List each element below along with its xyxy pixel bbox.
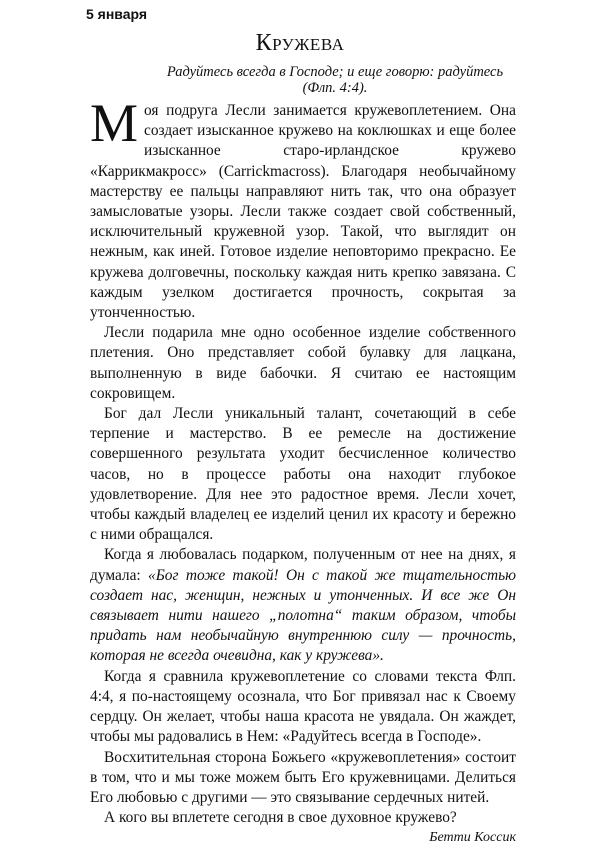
paragraph: Бог дал Лесли уникальный талант, сочетающий в себе терпение и мастерство. В ее ремесле на достижение совершенного результата уходит бесчисленное количество часов, но в процессе работы она находит глубокое удовлетворение. Для нее это радостное время. Лесли хочет, чтобы каждый владелец ее изделий ценил их красоту и бережно с ними обращался. [90,405,516,544]
paragraph: А кого вы вплетете сегодня в свое духовное кружево? [104,809,457,827]
drop-cap: М [90,93,139,153]
paragraph: Лесли подарила мне одно особенное изделие собственного плетения. Оно представляет собой булавку для лацкана, выполненную в виде бабочки. Я считаю ее настоящим сокровищем. [90,324,516,402]
paragraph [90,93,516,323]
italic-quote: «Бог тоже такой! Он с такой же тщательностью создает нас, женщин, нежных и утонченных. И все же Он связывает нити нашего „полотна“ таким образом, чтобы придать нам необычайную внутреннюю силу — прочность, которая не всегда очевидна, как у кружева». [90,566,516,665]
paragraph: Когда я сравнила кружевоплетение со словами текста Флп. 4:4, я по-настоящему осознала, что Бог привязал нас к Своему сердцу. Он желает, чтобы наша красота не увядала. Он жаждет, чтобы мы радовались в Нем: «Радуйтесь всегда в Господе». [90,667,516,746]
page-date-header: 5 января [86,6,148,22]
paragraph-text: Когда я любовалась подарком, полученным от нее на днях, я думала: [90,546,516,584]
paragraph: Восхитительная сторона Божьего «кружевоплетения» состоит в том, что и мы тоже можем быть Его кружевницами. Делиться Его любовью с другими — это связывание сердечных нитей. [90,748,516,806]
article-body [90,93,516,848]
epigraph-verse: Радуйтесь всегда в Господе; и еще говорю: радуйтесь (Флп. 4:4). [166,64,504,96]
paragraph [90,545,516,666]
article-title: Кружева [255,30,345,56]
paragraph-text: оя подруга Лесли занимается кружевоплетением. Она создает изысканное кружево на коклюшках и еще более изысканное старо-ирландское кружево «Каррикмакросс» (Carrickmacross). Благодаря необычайному мастерству ее пальцы направляют нить так, что она образует замысловатые узоры. Лесли также создает свой собственный, исключительный кружевной узор. Такой, что выглядит он нежным, как иней. Готовое изделие неповторимо прекрасно. Ее кружева долговечны, поскольку каждая нить крепко завязана. С каждым узелком достигается прочность, сокрытая за утонченностью. [90,102,516,322]
author-signature: Бетти Коссик [429,830,516,846]
